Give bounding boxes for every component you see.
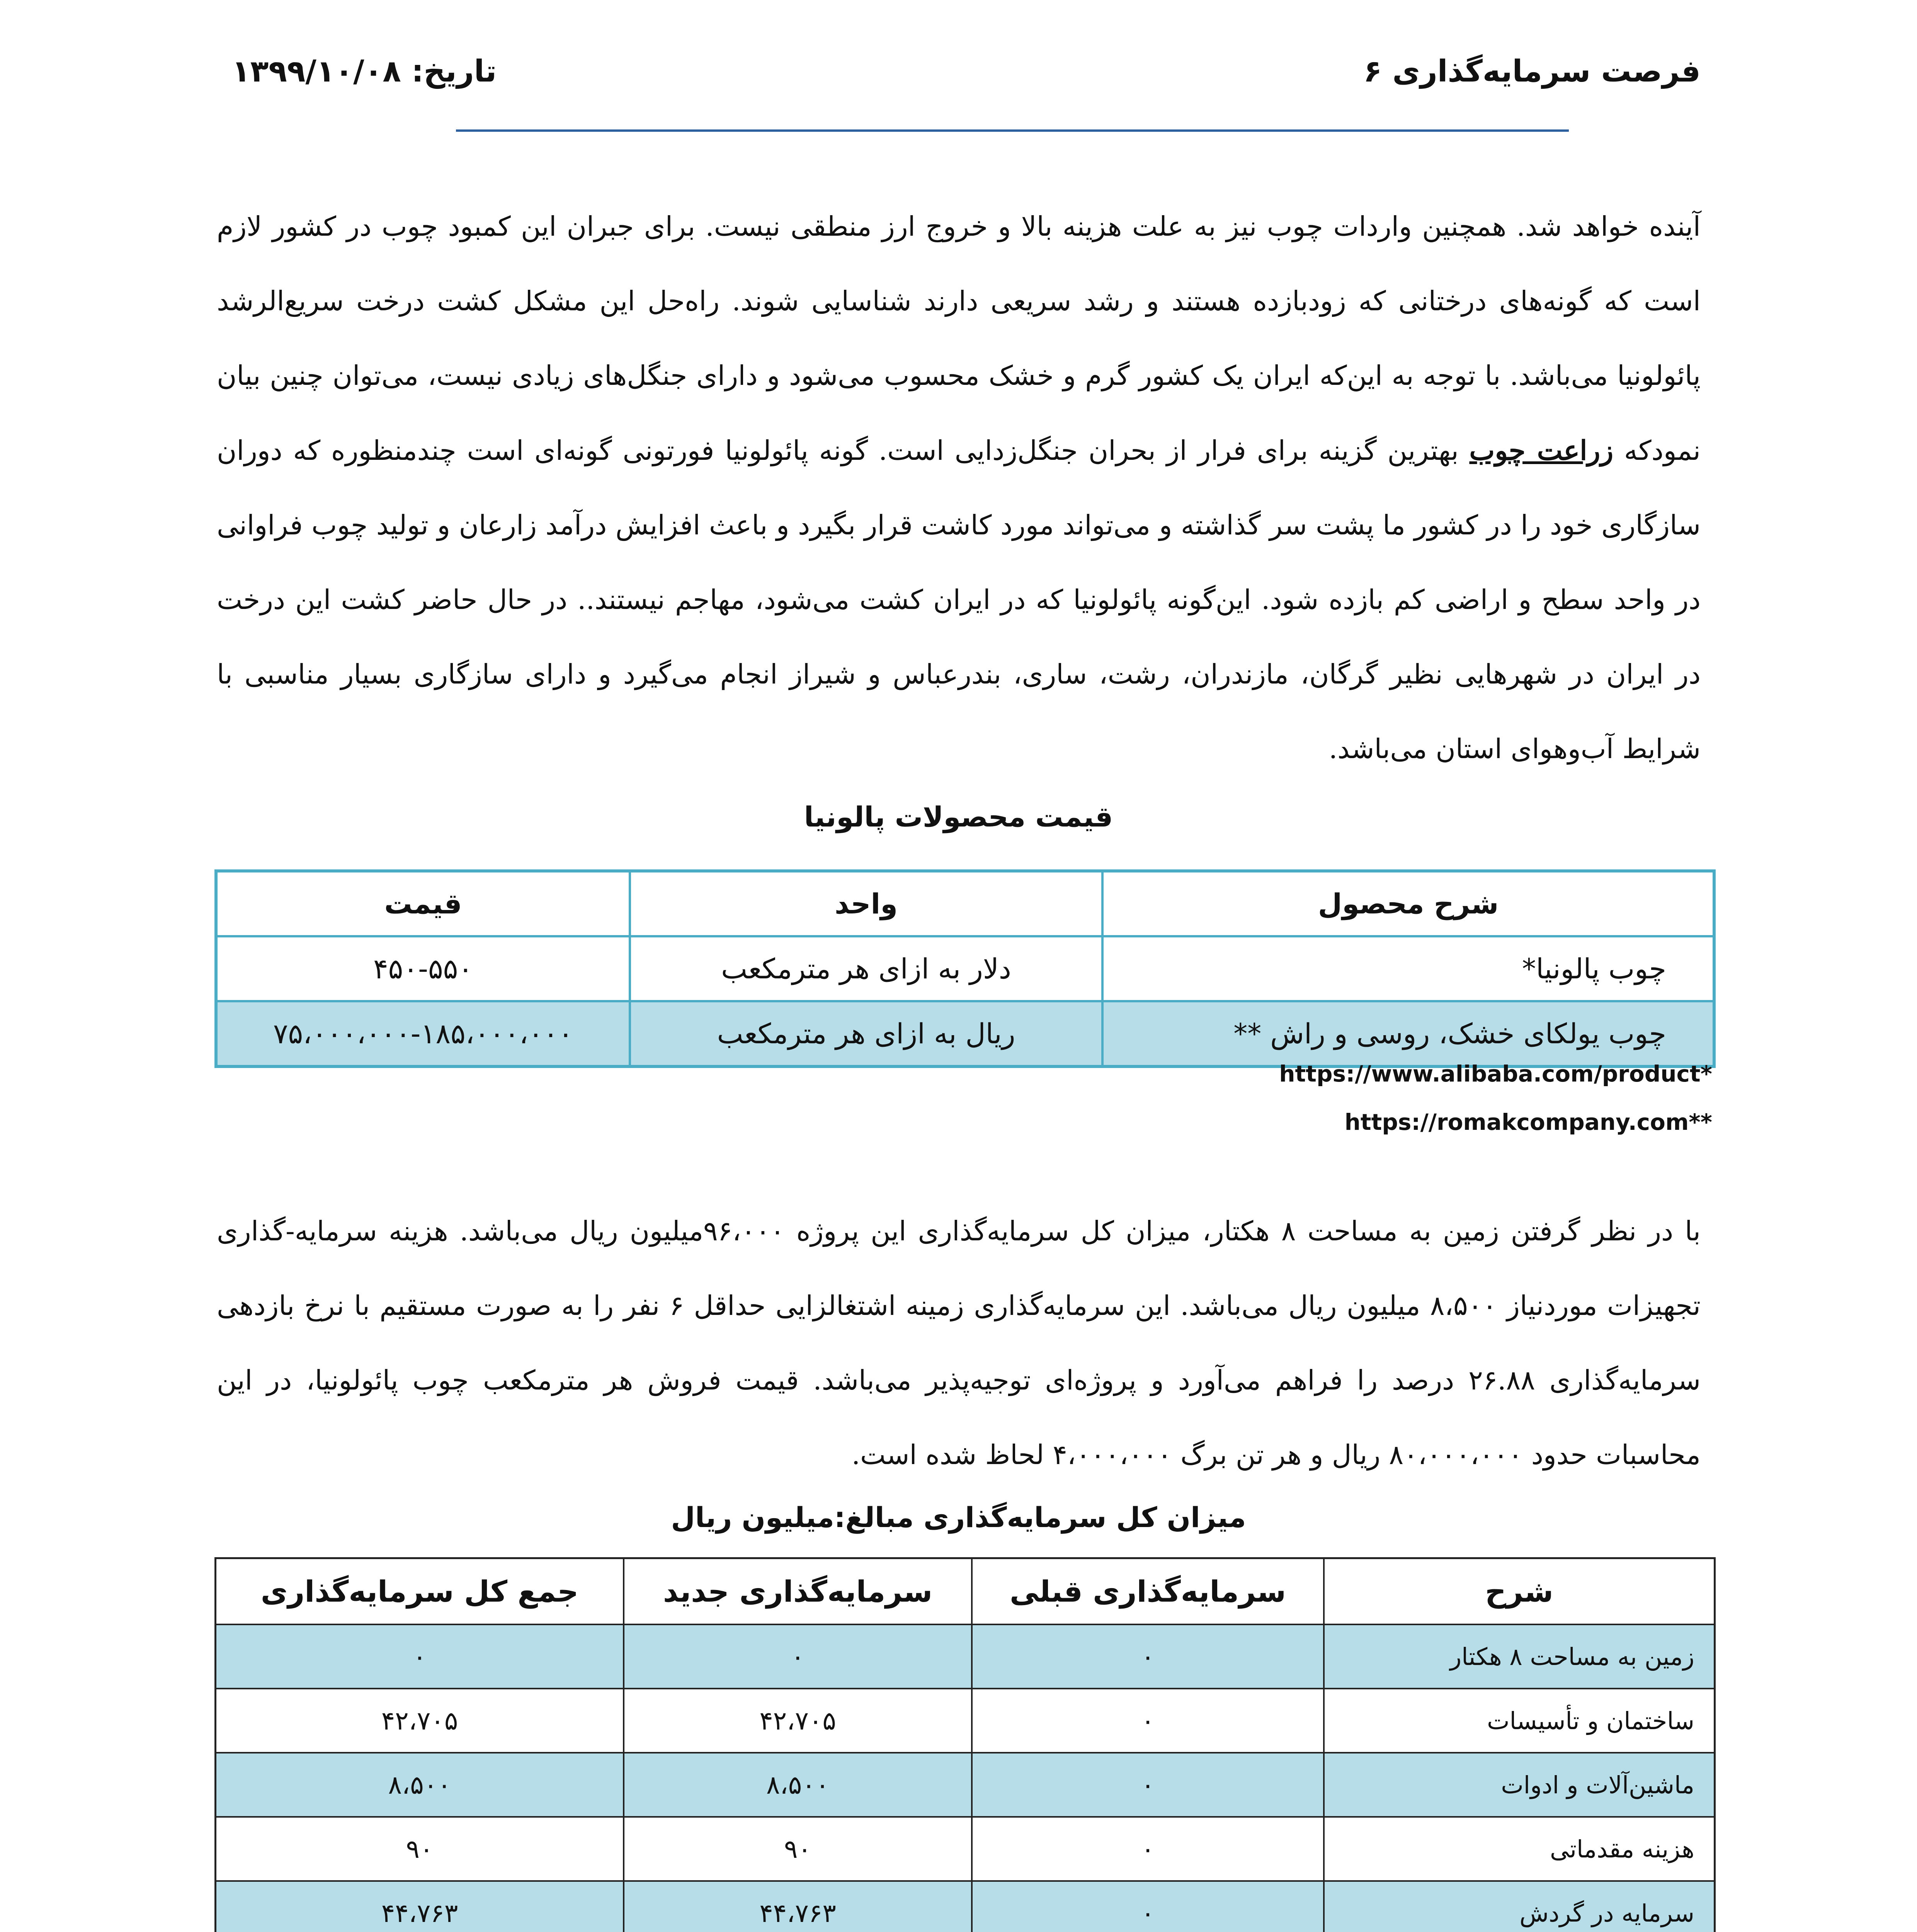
- column-header: شرح محصول: [1102, 871, 1714, 936]
- price-table-caption: قیمت محصولات پالونیا: [804, 801, 1113, 833]
- table-cell: ۰: [972, 1817, 1324, 1881]
- table-cell: ساختمان و تأسیسات: [1324, 1689, 1715, 1753]
- table-cell: زمین به مساحت ۸ هکتار: [1324, 1624, 1715, 1689]
- table-header-row: [216, 1558, 1715, 1625]
- table-cell: ۴۴،۷۶۳: [624, 1881, 972, 1932]
- price-table: [214, 869, 1716, 1068]
- table-row: [216, 1689, 1715, 1753]
- table-cell: ۰: [216, 1624, 624, 1689]
- table-row: [216, 1817, 1715, 1881]
- table-row: [216, 1753, 1715, 1817]
- table-cell: چوب یولکای خشک، روسی و راش **: [1102, 1001, 1714, 1066]
- investment-paragraph: با در نظر گرفتن زمین به مساحت ۸ هکتار، میزان کل سرمایه‌گذاری این پروژه ۹۶،۰۰۰میلیون ریال می‌باشد. هزینه سرمایه-گذاری تجهیزات موردنیاز ۸،۵۰۰ میلیون ریال می‌باشد. این سرمایه‌گذاری زمینه اشتغالزایی حداقل ۶ نفر را به صورت مستقیم با نرخ بازدهی سرمایه‌گذاری ۲۶.۸۸ درصد را فراهم می‌آورد و پروژه‌ای توجیه‌پذیر می‌باشد. قیمت فروش هر مترمکعب چوب پائولونیا، در این محاسبات حدود ۸۰،۰۰۰،۰۰۰ ریال و هر تن برگ ۴،۰۰۰،۰۰۰ لحاظ شده است.: [217, 1215, 1701, 1471]
- column-header: سرمایه‌گذاری قبلی: [972, 1558, 1324, 1625]
- table-cell: ۰: [624, 1624, 972, 1689]
- investment-table-caption: میزان کل سرمایه‌گذاری مبالغ:میلیون ریال: [671, 1501, 1246, 1534]
- highlight-term: زراعت چوب: [1469, 434, 1614, 466]
- table-cell: سرمایه در گردش: [1324, 1881, 1715, 1932]
- paragraph-text: آینده خواهد شد. همچنین واردات چوب نیز به علت هزینه بالا و خروج ارز منطقی نیست. برای جبران این کمبود چوب در کشور لازم است که گونه‌های درختانی که زودبازده هستند و رشد سریعی دارند شناسایی شوند. راه‌حل این مشکل کشت درخت سریع‌الرشد پائولونیا می‌باشد. با توجه به این‌که ایران یک کشور گرم و خشک محسوب می‌شود و دارای جنگل‌های زیادی نیست، می‌توان چنین بیان نمودکه: [217, 211, 1701, 466]
- table-cell: ۹۰: [216, 1817, 624, 1881]
- table-cell: ماشین‌آلات و ادوات: [1324, 1753, 1715, 1817]
- table-cell: دلار به ازای هر مترمکعب: [630, 936, 1102, 1001]
- header-divider: [456, 129, 1569, 132]
- table-row: [216, 1881, 1715, 1932]
- header-date: تاریخ: ۱۳۹۹/۱۰/۰۸: [232, 54, 497, 89]
- column-header: جمع کل سرمایه‌گذاری: [216, 1558, 624, 1625]
- source-link[interactable]: https://www.alibaba.com/product*: [1279, 1061, 1712, 1087]
- table-cell: ۴۴،۷۶۳: [216, 1881, 624, 1932]
- table-cell: ۹۰: [624, 1817, 972, 1881]
- column-header: قیمت: [216, 871, 630, 936]
- table-cell: ۴۵۰-۵۵۰: [216, 936, 630, 1001]
- table-cell: ۷۵،۰۰۰،۰۰۰-۱۸۵،۰۰۰،۰۰۰: [216, 1001, 630, 1066]
- table-cell: ۰: [972, 1689, 1324, 1753]
- table-header-row: [216, 871, 1714, 936]
- column-header: سرمایه‌گذاری جدید: [624, 1558, 972, 1625]
- intro-paragraph: [217, 189, 1701, 786]
- table-row: [216, 936, 1714, 1001]
- source-link[interactable]: https://romakcompany.com**: [1344, 1109, 1712, 1135]
- table-cell: ۸،۵۰۰: [216, 1753, 624, 1817]
- paragraph-text: بهترین گزینه برای فرار از بحران جنگل‌زدایی است. گونه پائولونیا فورتونی گونه‌ای است چندمنظوره که دوران سازگاری خود را در کشور ما پشت سر گذاشته و می‌تواند مورد کاشت قرار بگیرد و باعث افزایش درآمد زارعان و تولید چوب فراوانی در واحد سطح و اراضی کم بازده شود. این‌گونه پائولونیا که در ایران کشت می‌شود، مهاجم نیستند.. در حال حاضر کشت این درخت در ایران در شهرهایی نظیر گرگان، مازندران، رشت، ساری، بندرعباس و شیراز انجام می‌گیرد و دارای سازگاری بسیار مناسبی با شرایط آب‌وهوای استان می‌باشد.: [217, 435, 1701, 765]
- header-title: فرصت سرمایه‌گذاری ۶: [1363, 54, 1701, 89]
- table-cell: ۴۲،۷۰۵: [624, 1689, 972, 1753]
- table-cell: ۰: [972, 1753, 1324, 1817]
- table-cell: ریال به ازای هر مترمکعب: [630, 1001, 1102, 1066]
- column-header: واحد: [630, 871, 1102, 936]
- investment-table: [214, 1557, 1716, 1932]
- table-cell: هزینه مقدماتی: [1324, 1817, 1715, 1881]
- table-row: [216, 1624, 1715, 1689]
- column-header: شرح: [1324, 1558, 1715, 1625]
- table-row: [216, 1001, 1714, 1066]
- table-cell: ۰: [972, 1881, 1324, 1932]
- table-cell: چوب پالونیا*: [1102, 936, 1714, 1001]
- table-cell: ۰: [972, 1624, 1324, 1689]
- table-cell: ۸،۵۰۰: [624, 1753, 972, 1817]
- table-cell: ۴۲،۷۰۵: [216, 1689, 624, 1753]
